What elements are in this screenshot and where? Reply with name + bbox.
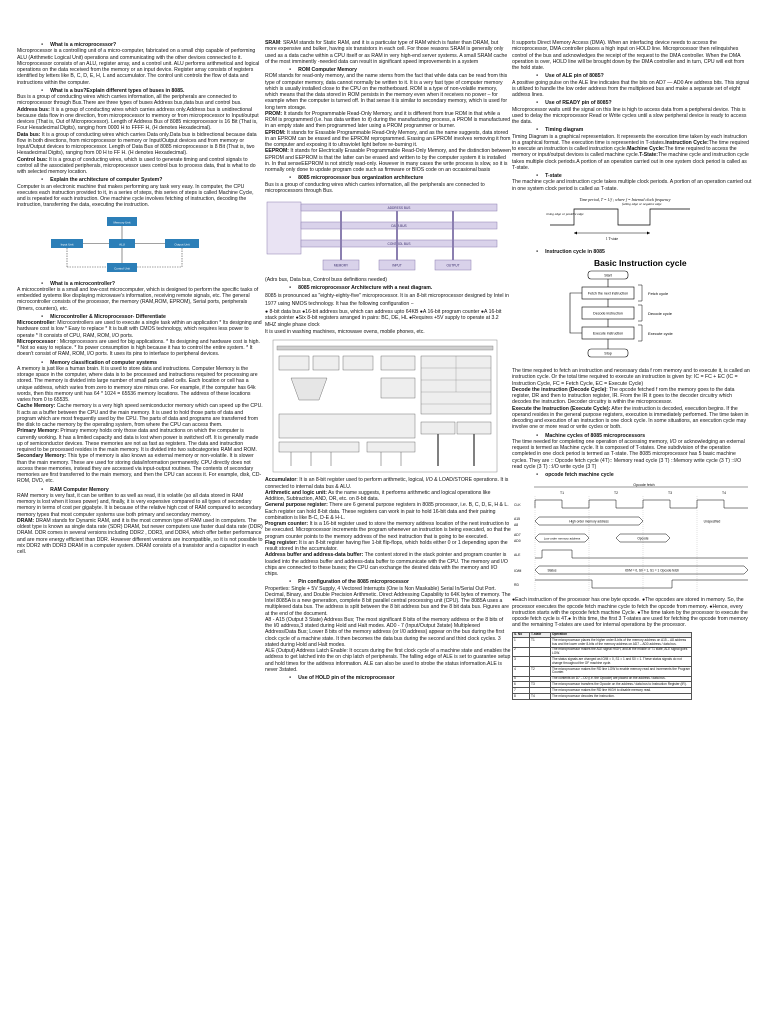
figure-t-state xyxy=(540,195,710,245)
table-body xyxy=(513,638,692,700)
text-timing-1: Timing Diagram is a graphical representation. It represents the execution time taken by each instruction in a graphical format. The execution time is represented in T-states. xyxy=(512,133,747,146)
cell-sno: 1 xyxy=(513,638,530,648)
heading-mc-vs-mp: ● Microcontroller & Microprocessor- Differentiate xyxy=(17,313,263,320)
cell-operation: The contents on D7 – D0 (i.e. the Opcode) are placed on the address / data bus. xyxy=(551,676,692,682)
cell-sno: 8 xyxy=(513,694,530,700)
label-opcode-fetch-header: Opcode fetch xyxy=(633,483,655,488)
label-primary: Primary Memory: xyxy=(17,428,59,435)
block-interrupt-control xyxy=(279,442,359,452)
column-right xyxy=(512,40,752,1018)
figure-bus-organization xyxy=(265,198,505,274)
paragraph-8085-config: ● 8-bit data bus ●16-bit address bus, which can address upto 64KB ●A 16-bit program counter ●A 16-bit stack pointer ●Six 8-bit registers arranged in pairs: BC, DE, HL ●Requires +5V supply to operate at 3.2 MHZ single phase clock xyxy=(265,308,502,329)
text-mp-diff: : Microprocessors are used for big applications. * Its designing and hardware cost is high. * Not so easy to replace. * Its power consumption is high because it has to control the entire system. * It doesn't consist of RAM, ROM, I/O ports. It uses its pins to interface to peripheral devices. xyxy=(17,338,260,358)
table-row xyxy=(513,647,692,657)
paragraph-control-bus xyxy=(17,157,263,176)
label-start: Start xyxy=(604,273,612,278)
box-cpu xyxy=(267,202,301,254)
label-t4: T4 xyxy=(722,491,726,496)
text-execute-cycle: After the instruction is decoded, execution begins. If the operand resides in the general purpose registers, execution is immediately performed. The time taken in decoding and execution of an instruction is one clock cycle. In some situations, an execution cycle may involve one or more read or write cycles or both. xyxy=(512,405,749,431)
label-alu: Arithmetic and logic unit: xyxy=(265,489,327,496)
cell-tstate: T1 xyxy=(530,638,551,648)
text-mc-diff: : Microcontrollers are used to execute a single task within an application * Its designing and hardware cost is low * Easy to replace * It is built with CMOS technology, which requires less power to operate * It consists of CPU, RAM, ROM, I/O ports. xyxy=(17,320,262,339)
rd-waveform xyxy=(535,580,748,588)
label-ad7: AD7 xyxy=(514,533,521,538)
cell-sno: 2 xyxy=(513,647,530,657)
block-timing-control xyxy=(279,414,415,438)
cell-operation: The microprocessor transfers the Opcode on the address / data bus to Instruction Register (IR). xyxy=(551,682,692,688)
cell-sno: 5 xyxy=(513,676,530,682)
label-address-bus: Address bus: xyxy=(17,106,50,113)
label-t-state: T-State: xyxy=(639,152,659,159)
label-gpr: General purpose register: xyxy=(265,502,328,509)
label-accumulator: Accumulator xyxy=(265,477,297,484)
cell-operation: The microprocessor makes the RD line LOW to enable memory read and increments the Program Counter. xyxy=(552,666,691,675)
paragraph-microcontroller: A microcontroller is a small and low-cost microcomputer, which is designed to perform the specific tasks of embedded systems like displaying microwave's information, receiving remote signals, etc. The general microcontroller consists of the processor, the memory (RAM,ROM, EPROM), Serial ports, peripherals (timers, counters), etc. xyxy=(17,286,259,312)
heading-t-state: ● T-state xyxy=(512,172,752,179)
block-instruction-register xyxy=(381,356,415,370)
basic-instruction-cycle-title: Basic Instruction cycle xyxy=(594,258,687,268)
paragraph-address-bus xyxy=(17,107,263,132)
opcode-fetch-table xyxy=(512,632,692,700)
paragraph-mp-diff xyxy=(17,339,263,358)
table-row xyxy=(513,638,692,648)
label-t3: T3 xyxy=(668,491,672,496)
paragraph-ale-pin: ALE (Output) Address Latch Enable: It occurs during the first clock cycle of a machine state and enables the address to get latched into the on chip latch of peripherals. The falling edge of ALE is set to guarantee setup and hold times for the address information. ALE can also be used to strobe the status information.ALE is never 3stated. xyxy=(265,648,511,673)
label-data-bus: Data bus: xyxy=(17,131,41,138)
paragraph-ready: Microprocessor waits until the signal on this line is high to access data from a peripheral device. This is used to delay the microprocessor Read or Write cycles until a slow peripheral device is ready to access the data. xyxy=(512,106,747,125)
paragraph-instruction-cycle: The time required to fetch an instruction and necessary data f rom memory and to execute it, is called an instruction cycle. Or the total time required to execute an instruction is given by: IC = FC + EC (IC = Instruction Cycle, FC = Fetch Cycle, EC = Execute Cycle) xyxy=(512,368,750,387)
paragraph-eprom xyxy=(265,130,511,149)
cell-operation: The microprocessor makes the ALE signal HIGH, and at the middle of T1 state, ALE signal goes LOW. xyxy=(551,647,692,657)
text-timing-3: The time required to access the memory or input/output devices is called machine cycle. xyxy=(512,146,737,159)
block-instruction-decoder xyxy=(381,378,415,398)
text-alu: As the name suggests, it performs arithmetic and logical operations like Addition, Subtraction, AND, OR, etc. on 8-bit data. xyxy=(265,489,491,503)
paragraph-eeprom xyxy=(265,148,511,173)
label-machine-cycle: Machine Cycle: xyxy=(627,146,665,152)
internal-data-bus xyxy=(277,346,493,350)
label-data-bus-fig: DATA BUS xyxy=(391,224,407,229)
heading-bus: ● What is a bus?Explain different types of buses in 8085. xyxy=(17,87,263,94)
label-decode-cycle: Decode the instruction (Decode Cycle) xyxy=(512,386,607,393)
heading-opcode-fetch: ● opcode fetch machine cycle xyxy=(512,471,752,478)
label-decode: Decode instruction xyxy=(593,311,623,316)
label-secondary: Secondary Memory: xyxy=(17,453,67,460)
block-flags xyxy=(343,356,373,370)
table-row xyxy=(513,667,692,677)
cell-tstate xyxy=(530,657,551,667)
block-accumulator xyxy=(279,356,309,370)
figure-8085-architecture xyxy=(271,338,499,474)
heading-memory-classification: ● Memory classification of computer systems xyxy=(17,359,263,366)
heading-ready: ● Use of READY pin of 8085? xyxy=(512,99,752,106)
column-left xyxy=(17,40,263,1018)
paragraph-timing-diagram xyxy=(512,134,752,172)
text-secondary: This type of memory is also known as external memory or non-volatile. It is slower than the main memory. These are used for storing data/information permanently. CPU directly does not access these memories, instead they are accessed via input-output routines. The contents of secondary memories are first transferred to the main memory, and then the CPU can access it. For example, disk, CD-ROM, DVD, etc. xyxy=(17,453,262,485)
figure-computer-architecture xyxy=(45,215,205,277)
label-status-values: IO/M = 0, S0 = 1, S1 = 1 Opcode fetch xyxy=(624,568,680,573)
heading-pin-configuration: ● Pin configuration of the 8085 microprocessor xyxy=(265,578,511,585)
label-a15: A15 xyxy=(514,517,521,522)
paragraph-microprocessor: Microprocessor is a controlling unit of a micro-computer, fabricated on a small chip capable of performing ALU (Arithmetic Logical Unit) operations and communicating with the other devices connected to it. Microprocessor consists of an ALU, register array, and a control unit. ALU performs arithmetical and logical operations on the data received from the memory or an input device. Register array consists of registers identified by letters like B, C, D, E, H, L and accumulator. The control unit controls the flow of data and instructions within the computer. xyxy=(17,48,260,86)
cell-tstate: T2 xyxy=(530,667,551,677)
label-t1: T1 xyxy=(560,491,564,496)
label-flag-register: Flag register: xyxy=(265,539,298,546)
paragraph-data-bus xyxy=(17,132,263,157)
paragraph-rom: ROM stands for read-only memory, and the name stems from the fact that while data can be read from this type of computer memory, data cannot normally be written to it. It is a very fast type of computer memory which is usually installed close to the CPU on the motherboard. ROM is a type of non-volatile memory, which means that the data stored in ROM persists in the memory even when it receives no power – for example when the computer is turned off. In that sense it is similar to secondary memory, which is used for long term storage. xyxy=(265,73,508,111)
paragraph-program-counter xyxy=(265,521,511,540)
text-address-bus: It is a group of conducting wires which carries address only.Address bus is unidirectional because data flow in one direction, from microprocessor to memory or from microprocessor to Input/output devices (That is, Out of Microprocessor). Length of Address Bus of 8085 microprocessor is 16 Bit (That is, Four Hexadecimal Digits), ranging from 0000 H to FFFF H, (H denotes Hexadecimal). xyxy=(17,106,259,132)
cell-sno: 7 xyxy=(513,688,530,694)
label-alu: ALU xyxy=(119,241,125,246)
paragraph-pin-configuration: Properties: Single + 5V Supply, 4 Vectored Interrupts (One is Non Maskable) Serial In/Serial Out Port. Decimal, Binary, and Double Precision Arithmetic. Direct Addressing Capability to 64K bytes of memory. The Intel 8085A is a new generation, complete 8 bit parallel central processing unit (CPU). The 8085A uses a multiplexed data bus. The address is split between the 8 bit address bus and the 8 bit data bus. Figures are at the end of the document. xyxy=(265,585,511,617)
label-input-unit: Input Unit xyxy=(60,241,74,246)
text-decode-cycle: : The opcode fetched f rom the memory goes to the data register, DR and then to instruction register, IR. From the IR it goes to the decoder circuitry which decodes the instruction. Decoder circuitry is within the microprocessor. xyxy=(512,386,735,406)
label-address-bus-fig: ADDRESS BUS xyxy=(387,206,411,211)
paragraph-hold: It supports Direct Memory Access (DMA). When an interfacing device needs to access the microprocessor, DMA controller places a high input on HOLD line. Microprocessor then relinquishes control of the bus and acknowledges the receipt of the request to the DMA controller. When the DMA operation is over, HOLD line will be brought down by the DMA controller and in turn, CPU will exit from the hold state. xyxy=(512,40,745,71)
block-data-address-buffer xyxy=(457,422,491,434)
table-row xyxy=(513,657,692,667)
label-memory-unit: Memory Unit xyxy=(113,219,131,224)
heading-microprocessor: ● What is a microprocessor? xyxy=(17,41,263,48)
cell-sno: 3 xyxy=(513,657,530,667)
paragraph-flag-register xyxy=(265,540,511,553)
bus-caption: (Adrs bus, Data bus, Control buss definitions needed) xyxy=(265,277,388,283)
heading-hold-pin: ● Use of HOLD pin of the microprocessor xyxy=(265,674,511,681)
text-gpr: There are 6 general purpose registers in 8085 processor, i.e. B, C, D, E, H & L. Each register can hold 8-bit data. These registers can work in pair to hold 16-bit data and their pairing combination is like B-C, D-E & H-L. xyxy=(265,502,509,521)
text-timing-4: The machine cycle and instruction cycle takes multiple clock periods.A portion of an operation carried out in one system clock period is called as T-state. xyxy=(512,152,749,171)
block-serial-io xyxy=(367,442,415,452)
text-eprom: It stands for Erasable Programmable Read-Only Memory, and as the name suggests, data stored in an EPROM can be erased and the EPROM reprogrammed. Erasing an EPROM involves removing it from the computer and exposing it to ultraviolet light before re-burning it. xyxy=(265,129,511,148)
heading-microcontroller: ● What is a microcontroller? xyxy=(17,280,263,287)
label-sram: SRAM xyxy=(265,40,281,46)
label-decode-cycle: Decode cycle xyxy=(648,311,673,316)
text-control-bus: It is a group of conducting wires, which is used to generate timing and control signals to control all the associated peripherals, microprocessor uses control bus to process data, that is what to do with selected memory location. xyxy=(17,156,256,175)
cell-sno: 4 xyxy=(513,667,530,677)
paragraph-ale: A positive going pulse on the ALE line indicates that the bits on AD7 — AD0 Are address bits. This signal is utilized to handle the low order address from the multiplexed bus and make a separate set of eight address lines. xyxy=(512,79,750,98)
paragraph-bus-organization: Bus is a group of conducting wires which carries information, all the peripherals are connected to microprocessors through Bus. xyxy=(265,181,485,194)
cell-tstate: T4 xyxy=(530,694,551,700)
label-ale-signal: ALE xyxy=(514,553,521,558)
paragraph-opcode-fetch: ●Each instruction of the processor has one byte opcode. ●The opcodes are stored in memory. So, the processor executes the opcode fetch machine cycle to fetch the opcode from memory. ●Hence, every instruction starts with the opcode fetch machine Cycle. ●The time taken by the processor to execute the opcode fetch cycle is 4T.● In this time, the first 3 T-states are used for fetching the opcode from memory and the remaining T-states are used for internal operations by the processor. xyxy=(512,597,748,629)
cell-operation: The status signals are changed as IO/M = 0, S1 = 1 and S0 = 1. These status signals do not change throughout the OF machine cycle. xyxy=(551,657,692,667)
heading-machine-cycles: ● Machine cycles of 8085 microprocessors xyxy=(512,432,752,439)
paragraph-bus: Bus is a group of conducting wires which carries information, all the peripherals are connected to microprocessor through Bus.There are three types of buses Address bus,data bus and control bus. xyxy=(17,94,242,107)
figure-opcode-fetch xyxy=(512,480,748,594)
text-accumulator: : It is an 8-bit register used to perform arithmetic, logical, I/O & LOAD/STORE operations. It is connected to internal data bus & ALU. xyxy=(265,477,509,490)
text-flag-register: It is an 8-bit register having five 1-bit flip-flops, which holds either 0 or 1 depending upon the result stored in the accumulator. xyxy=(265,539,508,553)
label-control-unit: Control Unit xyxy=(114,265,130,270)
paragraph-gpr xyxy=(265,502,511,521)
label-fetch-next: Fetch the next instruction xyxy=(587,291,629,296)
label-prom: PROM: xyxy=(265,110,283,117)
heading-timing-diagram: ● Timing diagram xyxy=(512,126,752,133)
text-sram: : SRAM stands for Static RAM, and it is a particular type of RAM which is faster than DRAM, but more expensive and bulker, having six transistors in each cell. For those reasons SRAM is generally only used as a data cache within a CPU itself or as RAM in very high-end server systems. A small SRAM cache of the most imminently -needed data can result in significant speed improvements in a system xyxy=(265,40,508,65)
label-unspecified: Unspecified xyxy=(703,519,721,524)
paragraph-primary xyxy=(17,428,263,453)
block-temp-register xyxy=(313,356,339,370)
label-rising-edge: rising edge or positive edge xyxy=(546,211,584,216)
label-microprocessor: Microprocessor xyxy=(17,338,56,345)
text-cache: Cache memory is a very high speed semiconductor memory which can speed up the CPU. It acts as a buffer between the CPU and the main memory. It is used to hold those parts of data and program which are most frequently used by the CPU. The parts of data and programs are transferred from the disk to cache memory by the operating system, from where the CPU can access them. xyxy=(17,403,263,428)
cell-sno: 6 xyxy=(513,682,530,688)
paragraph-accumulator xyxy=(265,477,511,490)
paragraph-alu xyxy=(265,490,511,503)
paragraph-decode-cycle xyxy=(512,387,752,406)
label-dram: DRAM: xyxy=(17,517,35,524)
text-dram: DRAM stands for Dynamic RAM, and it is the most common type of RAM used in computers. The oldest type is known as single data rate (SDR) DRAM, but newer computers use faster dual data rate (DDR) DRAM. DDR comes in several versions including DDR2 , DDR3, and DDR4, which offer better performance and are more energy efficient than DDR. However different versions are incompatible, so it is not possible to mix DDR2 with DDR3 DRAM in a computer system. DRAM consists of a transistor and a capacitor in each cell. xyxy=(17,517,263,555)
heading-computer-architecture: ● Explain the architecture of computer System? xyxy=(17,176,263,183)
paragraph-8085-uses: It is used in washing machines, microwave ovens, mobile phones, etc. xyxy=(265,329,425,336)
label-cache: Cache Memory: xyxy=(17,403,56,410)
label-input-fig: INPUT xyxy=(392,263,402,268)
label-ad0: AD0 xyxy=(514,539,521,544)
label-output-fig: OUTPUT xyxy=(446,263,460,268)
table-row xyxy=(513,694,692,700)
label-low-order-address: Low order memory address xyxy=(543,536,581,541)
text-data-bus: It is a group of conducting wires which carries Data only.Data bus is bidirectional because data flow in both directions, from microprocessor to memory or Input/Output devices and from memory or Input/Output devices to microprocessor. Length of Data Bus of 8085 microprocessor is 8 Bit (That is, two Hexadecimal Digits), ranging from 00 H to FF H. (H denotes Hexadecimal). xyxy=(17,131,257,157)
label-io-m-signal: IO/M xyxy=(514,569,522,574)
heading-ram: ● RAM Computer Memory xyxy=(17,486,263,493)
text-primary: Primary memory holds only those data and instructions on which the computer is currently working. It has a limited capacity and data is lost when power is switched off. It is generally made up of semiconductor devices. These memories are not as fast as registers. The data and instruction required to be processed resides in the main memory. It is divided into two subcategories RAM and ROM. xyxy=(17,428,259,453)
heading-ale: ● Use of ALE pin of 8085? xyxy=(512,72,752,79)
heading-instruction-cycle: ● Instruction cycle in 8085 xyxy=(512,248,752,255)
label-control-bus: Control bus: xyxy=(17,156,48,163)
label-eprom: EPROM: xyxy=(265,129,286,136)
ale-waveform xyxy=(535,550,748,558)
heading-bus-organization: ● 8085 microprocessor bus organization architecture xyxy=(265,174,511,181)
label-time-period: Time period, T = 1/f ; where f = Internal clock frequency xyxy=(579,196,671,202)
label-execute-cycle: Execute cycle xyxy=(648,331,673,336)
paragraph-sram xyxy=(265,40,511,65)
label-execute-cycle: Execute the Instruction (Execute Cycle): xyxy=(512,405,611,412)
label-control-bus-fig: CONTROL BUS xyxy=(387,242,411,247)
paragraph-secondary xyxy=(17,453,263,484)
paragraph-t-state: The machine cycle and instruction cycle takes multiple clock periods. A portion of an operation carried out in one system clock period is called as T-state. xyxy=(512,179,752,192)
paragraph-address-buffer xyxy=(265,552,511,577)
cell-operation: The microprocessor decodes the instruction. xyxy=(551,694,692,700)
label-one-t-state: 1 T-state xyxy=(605,236,619,241)
label-fetch-cycle: Fetch cycle xyxy=(648,291,669,296)
clk-waveform xyxy=(535,500,748,508)
heading-8085-architecture: ● 8085 microprocessor Architecture with a neat diagram. xyxy=(265,284,511,291)
label-address-buffer: Address buffer and address-data buffer: xyxy=(265,552,364,559)
label-execute: Execute instruction xyxy=(592,331,624,336)
table-header-operation: Operation xyxy=(551,632,692,638)
paragraph-ram: RAM memory is very fast, it can be written to as well as read, it is volatile (so all data stored in RAM memory is lost when it loses power) and, finally, it is very expensive compared to all types of secondary memory in terms of cost per gigabyte. It is because of the relative high cost of RAM compared to secondary memory types that most computer systems use both primary and secondary memory. xyxy=(17,492,262,518)
label-status: Status xyxy=(547,568,557,573)
cell-tstate: T3 xyxy=(530,682,551,688)
table-header-sno: S. No xyxy=(513,632,530,638)
label-falling-edge: falling edge or negative edge xyxy=(622,201,662,206)
figure-instruction-cycle xyxy=(536,257,716,365)
label-opcode: Opcode xyxy=(637,536,649,541)
cell-operation: The microprocessor makes the RD line HIGH to disable memory read. xyxy=(551,688,692,694)
paragraph-mc-diff xyxy=(17,320,263,339)
label-stop: Stop xyxy=(604,351,612,356)
text-prom: It stands for Programmable Read-Only Memory, and it is different from true ROM in that while a ROM is programmed (i.e. has data written to it) during the manufacturing process, a PROM is manufactured in an empty state and then programmed later using a PROM programmer or burner. xyxy=(265,110,511,130)
paragraph-cache xyxy=(17,403,263,428)
block-address-buffer xyxy=(421,422,455,434)
paragraph-a8-a15: A8 - A15 (Output 3 State) Address Bus; The most significant 8 bits of the memory address or the 8 bits of the I/0 address,3 stated during Hold and Halt modes. AD0 - 7 (Input/Output 3state) Multiplexed Address/Data Bus; Lower 8 bits of the memory address (or I/0 address) appear on the bus during the first clock cycle of a machine state. It then becomes the data bus during the second and third clock cycles. 3 stated during Hold and Halt modes. xyxy=(265,616,505,648)
label-high-order-address: High order memory address xyxy=(569,519,609,524)
text-program-counter: It is a 16-bit register used to store the memory address location of the next instruction to be executed. Microprocessor increments the program whenever an instruction is being executed, so that the program counter points to the memory address of the next instruction that is going to be executed. xyxy=(265,521,511,540)
cell-operation: The microprocessor places the higher order 8-bits of the memory address on A15 – A8 address bus and the lower order 8-bits of the memory address on AD7 – AD0 address / data bus. xyxy=(551,638,692,648)
column-middle xyxy=(265,40,511,1018)
text-eeprom: It stands for Electrically Erasable Programmable Read-Only Memory, and the distinction between EPROM and EEPROM is that the latter can be erased and written to by the computer system it is installed in. In that senseEEPROM is not strictly read-only. However in many cases the write process is slow, so it is normally only done to update program code such as firmware or BIOS code on an occasional basis xyxy=(265,148,511,173)
paragraph-execute-cycle xyxy=(512,406,752,431)
paragraph-8085-intro: 8085 is pronounced as "eighty-eighty-five" microprocessor. It is an 8-bit microprocessor designed by Intel in 1977 using NMOS technology. It has the following configuration − xyxy=(265,292,509,308)
paragraph-prom xyxy=(265,111,511,130)
label-output-unit: Output Unit xyxy=(174,241,190,246)
label-eeprom: EEPROM: xyxy=(265,148,289,155)
text-address-buffer: The content stored in the stack pointer and program counter is loaded into the address buffer and address-data buffer to communicate with the CPU. The memory and I/O chips are connected to these buses; the CPU can exchange the desired data with the memory and I/O chips. xyxy=(265,552,508,578)
cell-tstate xyxy=(530,647,551,657)
label-instruction-cycle: Instruction Cycle: xyxy=(665,139,709,146)
label-rd-signal: RD xyxy=(514,583,519,588)
paragraph-machine-cycles: The time needed for completing one operation of accessing memory, I/O or acknowledging an external request is termed as Machine cycle. It is composed of T-states. One subdivision of the operation completed in one clock period is termed as T-state. The 8085 microprocessor has 5 basic machine cycles. They are :: Opcode fetch cycle (4T):: Memory read cycle (3 T) ::Memory write cycle (3 T) ::I/O read cycle (3 T) ::I/O write cycle (3 T) xyxy=(512,438,745,470)
label-a8: A8 xyxy=(514,523,519,528)
label-program-counter: Program counter: xyxy=(265,521,309,528)
paragraph-dram xyxy=(17,518,263,556)
heading-rom: ● ROM Computer Memory xyxy=(265,66,511,73)
label-memory-fig: MEMORY xyxy=(333,263,349,268)
text-timing-2: The time required to execute an instruction is called instruction cycle. xyxy=(512,139,749,152)
table-header-tstate: T-state xyxy=(530,632,551,638)
paragraph-computer-architecture: Computer is an electronic machine that makes performing any task very easy. In computer, the CPU executes each instruction provided to it, in a series of steps, this series of steps is called Machine Cycle, and is repeated for each instruction. One machine cycle involves fetching of instruction, decoding the instruction, transferring the data, executing the instruction. xyxy=(17,183,254,209)
paragraph-memory: A memory is just like a human brain. It is used to store data and instructions. Computer Memory is the storage space in the computer, where data is to be processed and instructions required for processing are stored. The memory is divided into large number of small parts called cells. Each location or cell has a unique address, which varies from zero to memory size minus one. For example, if the computer has 64k words, then this memory unit has 64 * 1024 = 65536 memory locations. The address of these locations varies from 0 to 65535. xyxy=(17,365,258,403)
label-clk: CLK xyxy=(514,503,521,508)
label-t2: T2 xyxy=(614,491,618,496)
label-microcontroller: Microcontroller xyxy=(17,320,55,326)
